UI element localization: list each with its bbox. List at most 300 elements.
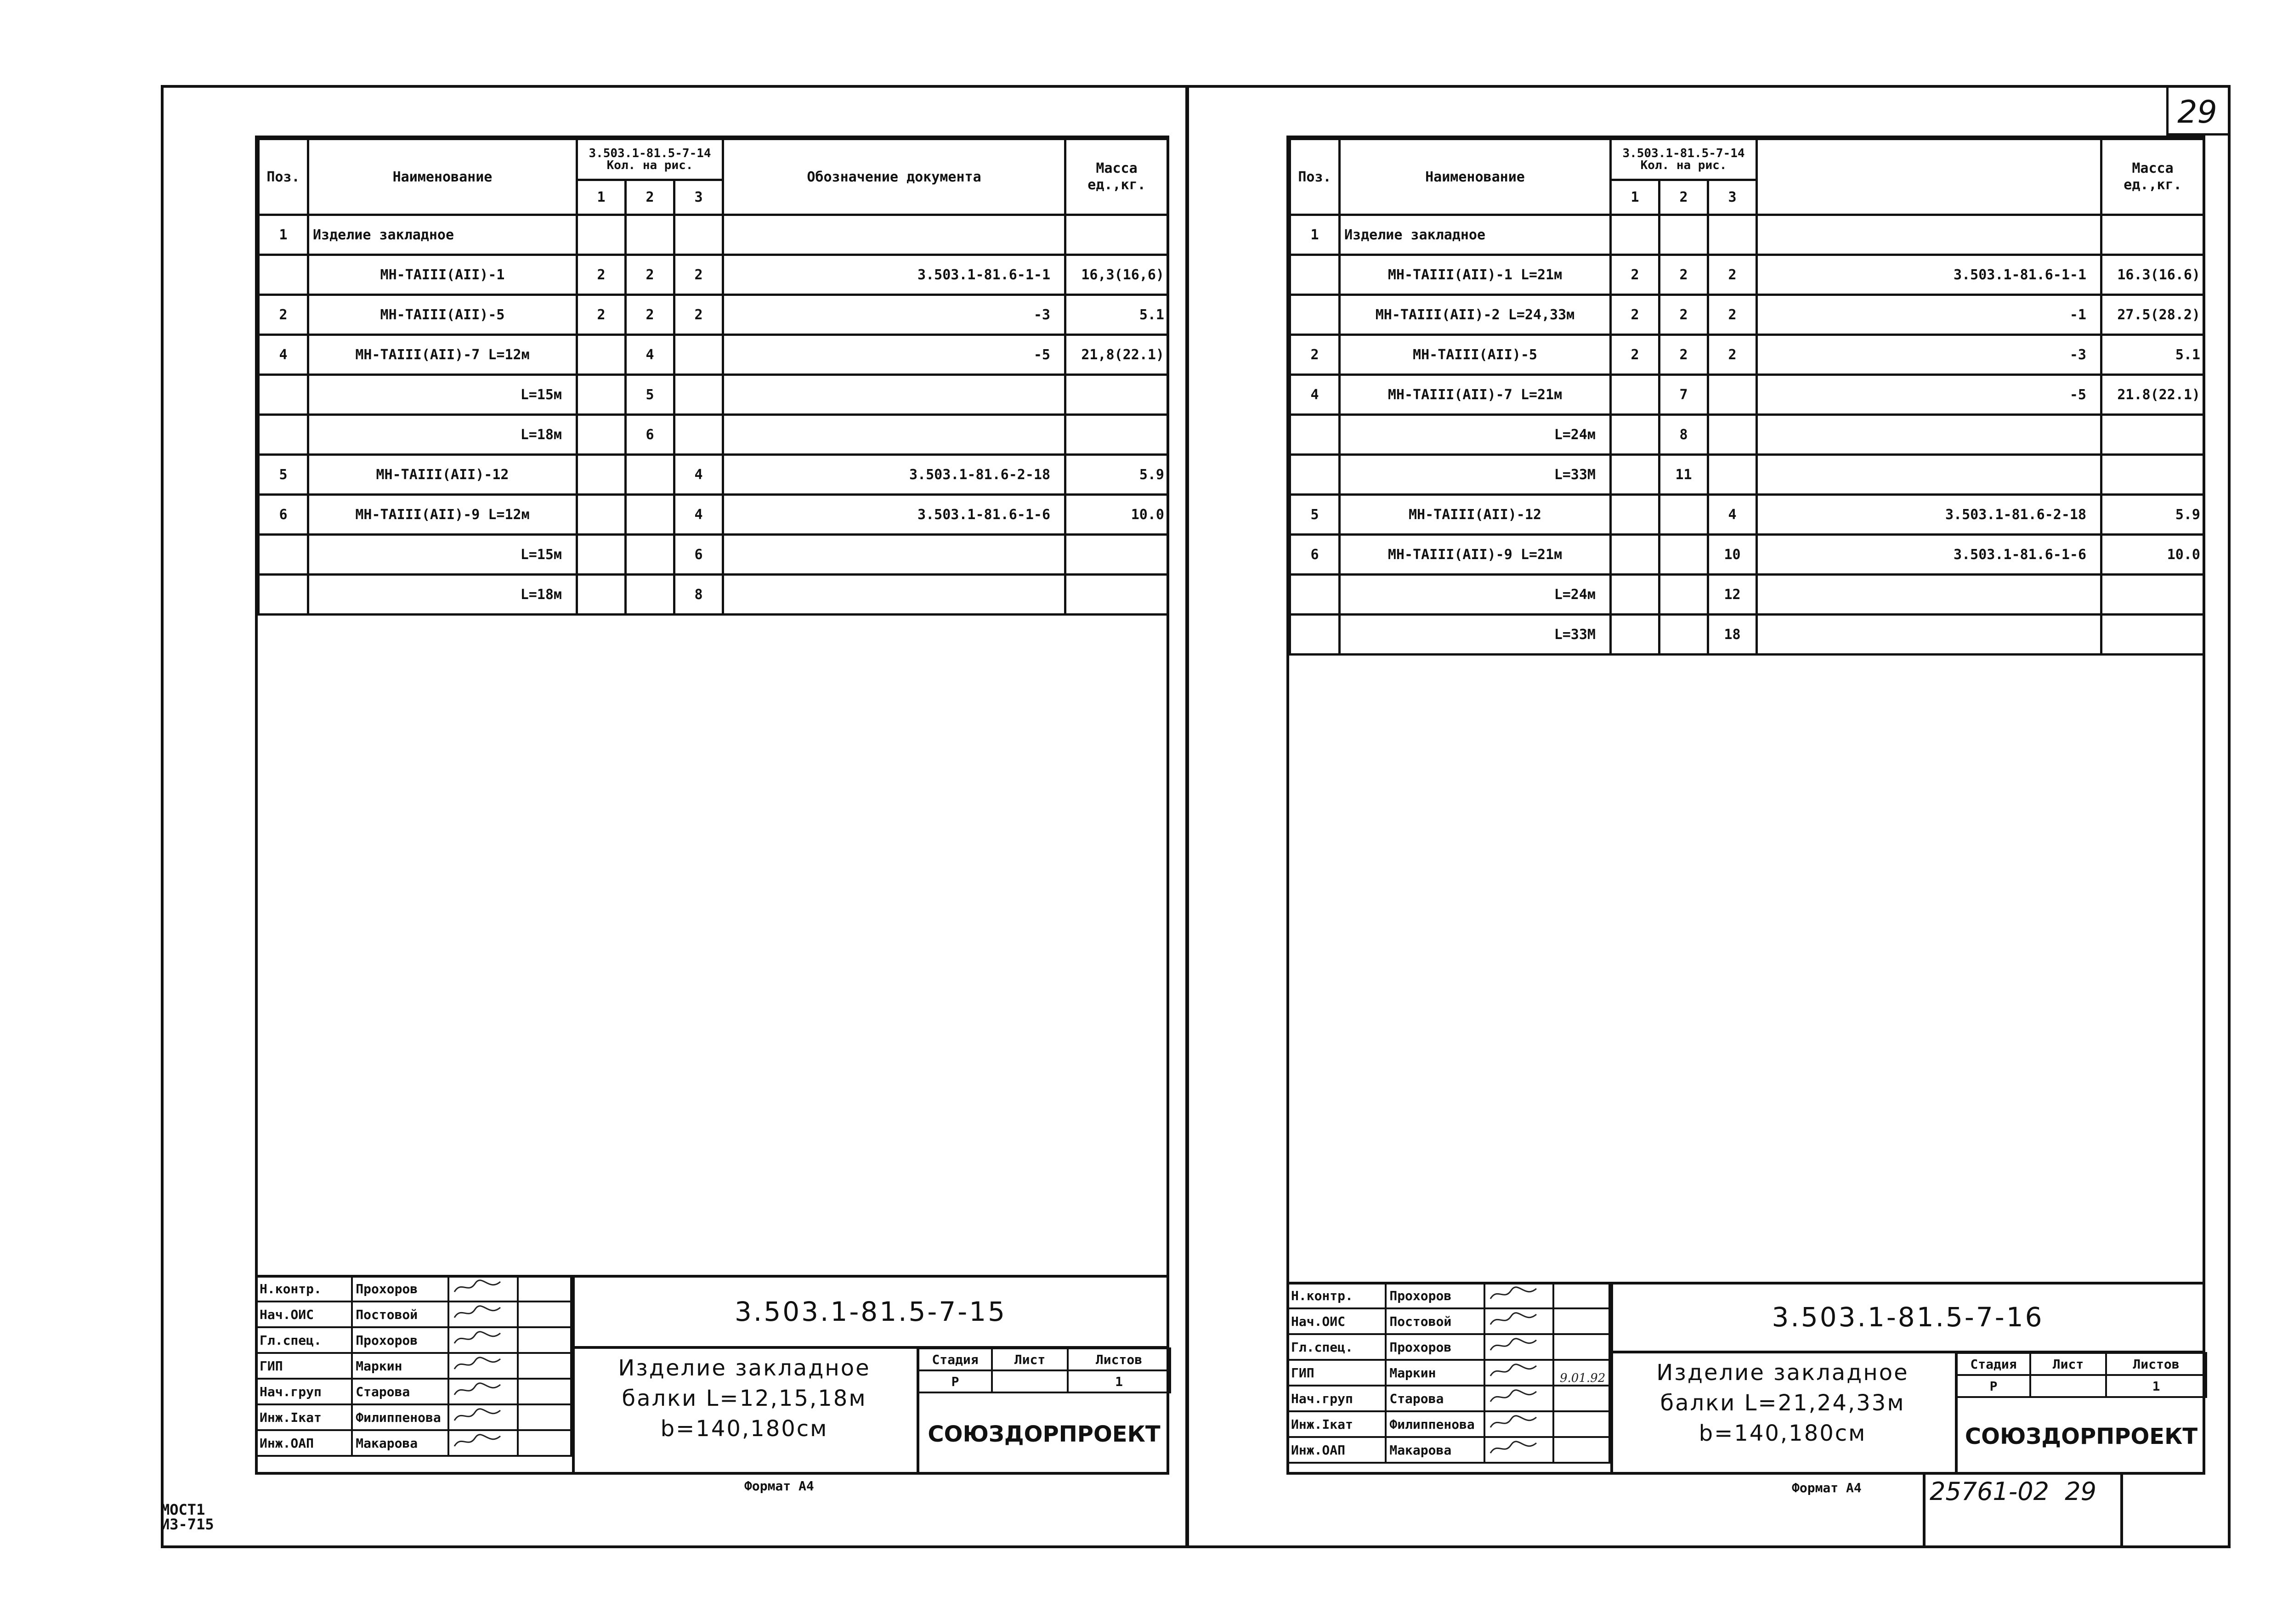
left-stage-label: Стадия xyxy=(918,1348,992,1370)
left-header-qty-label: Кол. на рис. xyxy=(606,158,693,172)
signature-row xyxy=(1287,1334,1609,1360)
row-doc: -5 xyxy=(1757,375,2101,415)
signature-row xyxy=(256,1301,571,1327)
row-qty-3: 18 xyxy=(1708,615,1757,655)
row-qty-2 xyxy=(626,455,674,495)
left-stage-value: Р xyxy=(918,1370,992,1392)
row-qty-3: 2 xyxy=(1708,335,1757,375)
left-title-line-2: балки L=12,15,18м xyxy=(622,1386,867,1411)
signature-icon xyxy=(452,1330,503,1348)
row-name: МН-ТАIII(АII)-9 L=12м xyxy=(308,495,577,535)
role-label: Н.контр. xyxy=(1287,1283,1386,1308)
stamp-line-1: МОСТ1 xyxy=(161,1501,205,1518)
table-row xyxy=(1290,295,2204,335)
role-label: Инж.Iкат xyxy=(1287,1411,1386,1437)
signature-row xyxy=(256,1353,571,1379)
row-qty-1 xyxy=(577,575,626,615)
date-cell xyxy=(518,1301,571,1327)
row-qty-1 xyxy=(1611,455,1659,495)
left-header-col3: 3 xyxy=(674,180,723,215)
left-title-line-1: Изделие закладное xyxy=(618,1355,871,1381)
signature-icon xyxy=(452,1278,503,1296)
row-doc xyxy=(723,535,1065,575)
signature-row xyxy=(256,1327,571,1353)
row-doc xyxy=(1757,215,2101,255)
row-qty-3 xyxy=(1708,455,1757,495)
row-qty-3: 2 xyxy=(1708,295,1757,335)
row-qty-1 xyxy=(1611,535,1659,575)
right-header-col3: 3 xyxy=(1708,180,1757,215)
person-name: Филиппенова xyxy=(352,1404,448,1430)
left-org: СОЮЗДОРПРОЕКТ xyxy=(928,1421,1161,1447)
table-row xyxy=(259,335,1168,375)
row-name: МН-ТАIII(АII)-12 xyxy=(308,455,577,495)
row-mass xyxy=(1065,375,1168,415)
row-qty-2 xyxy=(626,535,674,575)
row-qty-3: 6 xyxy=(674,535,723,575)
row-mass: 27.5(28.2) xyxy=(2101,295,2204,335)
left-header-doc: Обозначение документа xyxy=(723,139,1065,215)
row-mass: 16,3(16,6) xyxy=(1065,255,1168,295)
row-name: МН-ТАIII(АII)-12 xyxy=(1340,495,1611,535)
row-mass xyxy=(1065,415,1168,455)
row-doc xyxy=(1757,415,2101,455)
row-qty-3 xyxy=(1708,415,1757,455)
row-pos xyxy=(259,415,308,455)
row-qty-2: 4 xyxy=(626,335,674,375)
row-qty-3 xyxy=(674,215,723,255)
right-org: СОЮЗДОРПРОЕКТ xyxy=(1965,1424,2198,1449)
row-pos xyxy=(1290,615,1340,655)
row-doc xyxy=(1757,575,2101,615)
signature-icon xyxy=(1488,1311,1539,1329)
signature-icon xyxy=(452,1407,503,1425)
row-doc xyxy=(1757,455,2101,495)
right-header-col1: 1 xyxy=(1611,180,1659,215)
row-qty-3: 2 xyxy=(674,255,723,295)
right-title-line-2: балки L=21,24,33м xyxy=(1660,1390,1905,1416)
row-pos: 4 xyxy=(259,335,308,375)
row-name: L=18м xyxy=(308,415,577,455)
row-pos xyxy=(259,255,308,295)
left-titleblock-roles xyxy=(255,1275,572,1457)
signature-icon xyxy=(452,1432,503,1451)
signature-cell xyxy=(1484,1437,1554,1463)
signature-cell xyxy=(448,1301,518,1327)
row-pos: 1 xyxy=(259,215,308,255)
right-header-qty-label: Кол. на рис. xyxy=(1640,158,1727,172)
row-pos: 2 xyxy=(1290,335,1340,375)
left-format: Формат А4 xyxy=(744,1478,814,1494)
row-qty-3 xyxy=(674,375,723,415)
left-stage-table xyxy=(917,1347,1171,1393)
signature-row xyxy=(1287,1283,1609,1308)
row-pos xyxy=(259,535,308,575)
row-qty-1 xyxy=(1611,215,1659,255)
right-header-pos: Поз. xyxy=(1290,139,1340,215)
right-stage-label: Стадия xyxy=(1957,1353,2030,1375)
sheet-divider xyxy=(1185,85,1189,1548)
role-label: Нач.ОИС xyxy=(256,1301,352,1327)
row-qty-3: 4 xyxy=(674,455,723,495)
row-qty-3 xyxy=(1708,375,1757,415)
row-qty-2: 2 xyxy=(1659,255,1708,295)
table-row xyxy=(1290,535,2204,575)
right-header-mass: Масса ед.,кг. xyxy=(2101,139,2204,215)
row-doc: -5 xyxy=(723,335,1065,375)
table-row xyxy=(1290,415,2204,455)
signature-cell xyxy=(1484,1386,1554,1411)
row-qty-2: 8 xyxy=(1659,415,1708,455)
person-name: Старова xyxy=(1386,1386,1484,1411)
signature-row xyxy=(1287,1308,1609,1334)
row-qty-1 xyxy=(577,535,626,575)
person-name: Прохоров xyxy=(352,1276,448,1301)
row-mass: 5.9 xyxy=(2101,495,2204,535)
row-doc: 3.503.1-81.6-1-6 xyxy=(723,495,1065,535)
row-doc xyxy=(1757,615,2101,655)
row-qty-1 xyxy=(1611,495,1659,535)
row-qty-1: 2 xyxy=(1611,255,1659,295)
table-row xyxy=(259,215,1168,255)
signature-cell xyxy=(448,1353,518,1379)
row-name: L=33М xyxy=(1340,615,1611,655)
left-title-line-3: b=140,180см xyxy=(660,1416,828,1442)
right-header-col2: 2 xyxy=(1659,180,1708,215)
row-qty-1 xyxy=(577,495,626,535)
right-title xyxy=(1613,1358,1953,1449)
role-label: Нач.груп xyxy=(1287,1386,1386,1411)
row-name: МН-ТАIII(АII)-1 L=21м xyxy=(1340,255,1611,295)
row-qty-1 xyxy=(1611,415,1659,455)
row-pos: 4 xyxy=(1290,375,1340,415)
row-qty-2: 2 xyxy=(1659,295,1708,335)
row-doc xyxy=(723,575,1065,615)
signature-cell xyxy=(1484,1283,1554,1308)
signature-icon xyxy=(1488,1362,1539,1381)
role-label: Н.контр. xyxy=(256,1276,352,1301)
signature-icon xyxy=(1488,1414,1539,1432)
table-row xyxy=(1290,375,2204,415)
signature-cell xyxy=(448,1379,518,1404)
role-label: Гл.спец. xyxy=(1287,1334,1386,1360)
date-cell xyxy=(1553,1386,1609,1411)
table-row xyxy=(259,495,1168,535)
date-cell xyxy=(1553,1334,1609,1360)
right-header-name: Наименование xyxy=(1340,139,1611,215)
signature-cell xyxy=(1484,1411,1554,1437)
row-pos xyxy=(259,375,308,415)
person-name: Филиппенова xyxy=(1386,1411,1484,1437)
row-name: L=18м xyxy=(308,575,577,615)
table-row xyxy=(259,295,1168,335)
row-qty-3: 4 xyxy=(1708,495,1757,535)
right-sheets-label: Листов xyxy=(2106,1353,2206,1375)
row-mass xyxy=(2101,215,2204,255)
person-name: Прохоров xyxy=(1386,1283,1484,1308)
role-label: Гл.спец. xyxy=(256,1327,352,1353)
left-spec-table xyxy=(257,138,1169,616)
table-row xyxy=(259,535,1168,575)
right-format: Формат А4 xyxy=(1792,1480,1862,1495)
row-qty-1 xyxy=(577,375,626,415)
signature-cell xyxy=(1484,1360,1554,1386)
signature-cell xyxy=(448,1327,518,1353)
signature-cell xyxy=(448,1404,518,1430)
row-qty-2 xyxy=(626,215,674,255)
person-name: Маркин xyxy=(352,1353,448,1379)
role-label: Инж.Iкат xyxy=(256,1404,352,1430)
row-name: Изделие закладное xyxy=(308,215,577,255)
row-qty-1 xyxy=(577,415,626,455)
row-qty-1: 2 xyxy=(577,295,626,335)
row-qty-1 xyxy=(1611,615,1659,655)
right-title-line-3: b=140,180см xyxy=(1699,1420,1867,1446)
row-qty-2 xyxy=(1659,615,1708,655)
row-mass: 10.0 xyxy=(1065,495,1168,535)
left-header-col2: 2 xyxy=(626,180,674,215)
role-label: ГИП xyxy=(256,1353,352,1379)
table-row xyxy=(259,255,1168,295)
right-sheet-value xyxy=(2030,1375,2106,1397)
role-label: ГИП xyxy=(1287,1360,1386,1386)
row-mass: 21.8(22.1) xyxy=(2101,375,2204,415)
person-name: Постовой xyxy=(352,1301,448,1327)
row-pos: 5 xyxy=(1290,495,1340,535)
row-qty-1: 2 xyxy=(1611,335,1659,375)
row-qty-2 xyxy=(626,575,674,615)
date-cell xyxy=(518,1430,571,1456)
signature-row xyxy=(1287,1437,1609,1463)
row-qty-2 xyxy=(1659,215,1708,255)
row-qty-1: 2 xyxy=(577,255,626,295)
row-doc: 3.503.1-81.6-1-6 xyxy=(1757,535,2101,575)
row-pos xyxy=(1290,455,1340,495)
signature-icon xyxy=(452,1355,503,1374)
date-cell xyxy=(518,1404,571,1430)
row-name: МН-ТАIII(АII)-2 L=24,33м xyxy=(1340,295,1611,335)
person-name: Прохоров xyxy=(352,1327,448,1353)
role-label: Нач.ОИС xyxy=(1287,1308,1386,1334)
row-name: L=15м xyxy=(308,375,577,415)
right-spec-table xyxy=(1289,138,2205,656)
signature-icon xyxy=(1488,1285,1539,1303)
row-name: L=15м xyxy=(308,535,577,575)
row-mass xyxy=(1065,215,1168,255)
table-row xyxy=(259,455,1168,495)
page-number: 29 xyxy=(2177,94,2217,130)
row-name: МН-ТАIII(АII)-7 L=21м xyxy=(1340,375,1611,415)
row-qty-2: 7 xyxy=(1659,375,1708,415)
role-label: Нач.груп xyxy=(256,1379,352,1404)
right-sheets-value: 1 xyxy=(2106,1375,2206,1397)
row-mass: 5.1 xyxy=(1065,295,1168,335)
right-header-qty-code: 3.503.1-81.5-7-14 xyxy=(1622,146,1745,160)
row-qty-3 xyxy=(674,335,723,375)
person-name: Старова xyxy=(352,1379,448,1404)
date-cell xyxy=(1553,1411,1609,1437)
table-row xyxy=(1290,255,2204,295)
row-doc xyxy=(723,415,1065,455)
stamp-line-2: И3-715 xyxy=(161,1516,214,1533)
row-doc: 3.503.1-81.6-2-18 xyxy=(1757,495,2101,535)
date-cell xyxy=(518,1353,571,1379)
row-name: L=33М xyxy=(1340,455,1611,495)
row-mass xyxy=(2101,615,2204,655)
row-qty-3 xyxy=(1708,215,1757,255)
signature-row xyxy=(1287,1386,1609,1411)
person-name: Макарова xyxy=(1386,1437,1484,1463)
row-doc: -3 xyxy=(1757,335,2101,375)
right-title-line-1: Изделие закладное xyxy=(1656,1360,1909,1386)
signature-icon xyxy=(1488,1439,1539,1458)
table-row xyxy=(1290,615,2204,655)
row-pos xyxy=(1290,295,1340,335)
row-qty-2: 6 xyxy=(626,415,674,455)
signature-icon xyxy=(452,1304,503,1322)
signature-cell xyxy=(1484,1308,1554,1334)
row-qty-2: 2 xyxy=(626,255,674,295)
signature-row xyxy=(1287,1411,1609,1437)
row-mass: 21,8(22.1) xyxy=(1065,335,1168,375)
row-qty-1 xyxy=(577,335,626,375)
table-row xyxy=(1290,215,2204,255)
role-label: Инж.ОАП xyxy=(1287,1437,1386,1463)
row-name: МН-ТАIII(АII)-5 xyxy=(308,295,577,335)
row-qty-2: 2 xyxy=(626,295,674,335)
table-row xyxy=(1290,335,2204,375)
row-mass: 5.1 xyxy=(2101,335,2204,375)
left-header-qty xyxy=(577,139,723,180)
row-qty-2: 5 xyxy=(626,375,674,415)
row-qty-2: 2 xyxy=(1659,335,1708,375)
row-pos: 1 xyxy=(1290,215,1340,255)
row-doc: -1 xyxy=(1757,295,2101,335)
table-row xyxy=(259,415,1168,455)
row-pos xyxy=(259,575,308,615)
date-cell xyxy=(518,1276,571,1301)
row-qty-1 xyxy=(1611,575,1659,615)
signature-row xyxy=(256,1379,571,1404)
table-row xyxy=(259,375,1168,415)
date-cell xyxy=(1553,1437,1609,1463)
signature-cell xyxy=(448,1276,518,1301)
signature-icon xyxy=(1488,1336,1539,1355)
row-qty-3: 10 xyxy=(1708,535,1757,575)
row-mass xyxy=(1065,575,1168,615)
left-header-name: Наименование xyxy=(308,139,577,215)
row-doc: 3.503.1-81.6-1-1 xyxy=(723,255,1065,295)
row-mass xyxy=(2101,415,2204,455)
person-name: Маркин xyxy=(1386,1360,1484,1386)
table-row xyxy=(1290,495,2204,535)
right-date-mark: 9.01.92 xyxy=(1560,1371,1606,1385)
signature-row xyxy=(256,1430,571,1456)
left-header-qty-code: 3.503.1-81.5-7-14 xyxy=(589,146,711,160)
row-name: МН-ТАIII(АII)-1 xyxy=(308,255,577,295)
left-sheet-label: Лист xyxy=(992,1348,1068,1370)
person-name: Прохоров xyxy=(1386,1334,1484,1360)
row-qty-3: 12 xyxy=(1708,575,1757,615)
row-qty-1 xyxy=(577,455,626,495)
row-pos xyxy=(1290,415,1340,455)
row-pos: 5 xyxy=(259,455,308,495)
row-pos xyxy=(1290,255,1340,295)
row-name: L=24м xyxy=(1340,575,1611,615)
table-row xyxy=(259,575,1168,615)
row-pos: 6 xyxy=(259,495,308,535)
person-name: Постовой xyxy=(1386,1308,1484,1334)
right-stage-table xyxy=(1956,1352,2207,1398)
row-doc: 3.503.1-81.6-1-1 xyxy=(1757,255,2101,295)
left-doc-code: 3.503.1-81.5-7-15 xyxy=(734,1296,1007,1327)
row-doc xyxy=(723,375,1065,415)
row-qty-3: 2 xyxy=(1708,255,1757,295)
row-qty-2 xyxy=(1659,575,1708,615)
right-doc-code: 3.503.1-81.5-7-16 xyxy=(1772,1301,2044,1333)
row-qty-1 xyxy=(577,215,626,255)
row-pos xyxy=(1290,575,1340,615)
row-mass: 5.9 xyxy=(1065,455,1168,495)
row-name: L=24м xyxy=(1340,415,1611,455)
row-name: Изделие закладное xyxy=(1340,215,1611,255)
person-name: Макарова xyxy=(352,1430,448,1456)
row-name: МН-ТАIII(АII)-9 L=21м xyxy=(1340,535,1611,575)
row-doc xyxy=(723,215,1065,255)
left-header-pos: Поз. xyxy=(259,139,308,215)
signature-row xyxy=(256,1404,571,1430)
row-qty-3 xyxy=(674,415,723,455)
row-mass xyxy=(2101,455,2204,495)
signature-row xyxy=(256,1276,571,1301)
date-cell xyxy=(1553,1283,1609,1308)
left-sheets-label: Листов xyxy=(1068,1348,1170,1370)
left-sheet-value xyxy=(992,1370,1068,1392)
signature-icon xyxy=(1488,1388,1539,1406)
left-header-mass: Масса ед.,кг. xyxy=(1065,139,1168,215)
row-qty-3: 4 xyxy=(674,495,723,535)
signature-cell xyxy=(448,1430,518,1456)
archive-number: 25761-02 29 xyxy=(1930,1477,2097,1506)
row-qty-3: 2 xyxy=(674,295,723,335)
row-mass xyxy=(2101,575,2204,615)
right-sheet-label: Лист xyxy=(2030,1353,2106,1375)
row-mass: 10.0 xyxy=(2101,535,2204,575)
date-cell xyxy=(1553,1308,1609,1334)
left-title xyxy=(574,1353,914,1444)
signature-cell xyxy=(1484,1334,1554,1360)
row-qty-2: 11 xyxy=(1659,455,1708,495)
row-name: МН-ТАIII(АII)-7 L=12м xyxy=(308,335,577,375)
table-row xyxy=(1290,575,2204,615)
row-pos: 6 xyxy=(1290,535,1340,575)
row-name: МН-ТАIII(АII)-5 xyxy=(1340,335,1611,375)
right-header-qty xyxy=(1611,139,1757,180)
role-label: Инж.ОАП xyxy=(256,1430,352,1456)
date-cell xyxy=(518,1327,571,1353)
table-row xyxy=(1290,455,2204,495)
row-pos: 2 xyxy=(259,295,308,335)
right-header-doc xyxy=(1757,139,2101,215)
row-mass xyxy=(1065,535,1168,575)
row-qty-2 xyxy=(626,495,674,535)
row-qty-2 xyxy=(1659,495,1708,535)
row-mass: 16.3(16.6) xyxy=(2101,255,2204,295)
row-qty-3: 8 xyxy=(674,575,723,615)
row-qty-2 xyxy=(1659,535,1708,575)
date-cell xyxy=(518,1379,571,1404)
left-header-col1: 1 xyxy=(577,180,626,215)
